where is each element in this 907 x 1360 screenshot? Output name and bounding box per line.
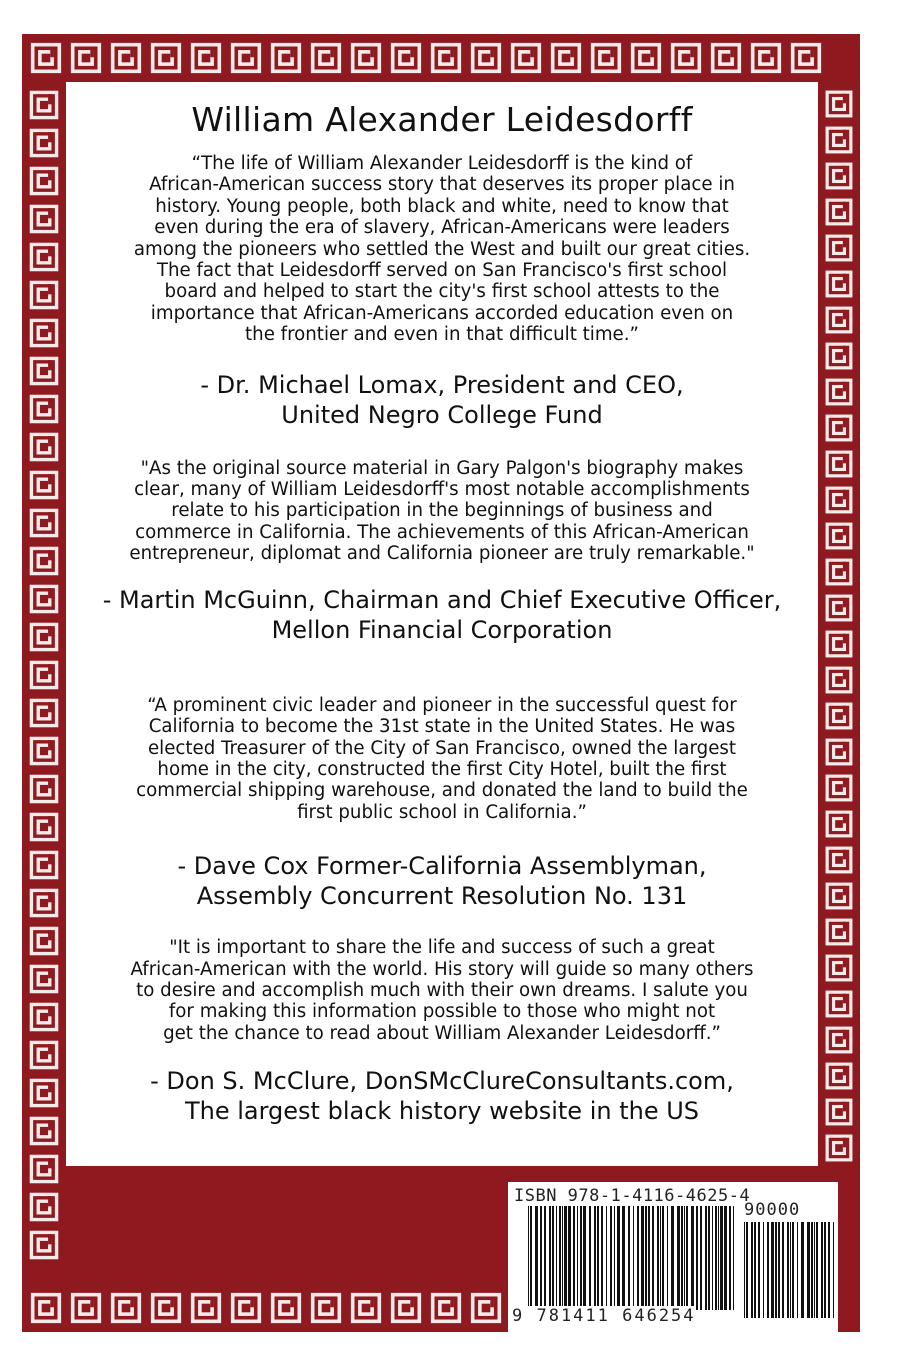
barcode-bar	[552, 1206, 554, 1310]
quote-cox	[122, 695, 762, 823]
barcode-bar	[696, 1206, 698, 1310]
greek-key-tile	[351, 43, 381, 73]
greek-key-tile	[30, 813, 59, 842]
quote-line: commercial shipping warehouse, and donated the land to build the	[136, 780, 748, 802]
greek-key-tile	[191, 1293, 221, 1323]
greek-key-tile	[826, 1135, 853, 1162]
barcode-bar	[594, 1206, 596, 1310]
greek-key-tile	[826, 127, 853, 154]
greek-key-tile	[271, 1293, 301, 1323]
barcode-bar	[733, 1206, 734, 1310]
quote-line: among the pioneers who settled the West and built our great cities.	[133, 238, 751, 260]
barcode-bar	[715, 1206, 717, 1310]
book-title: William Alexander Leidesdorff	[191, 100, 693, 139]
greek-key-tile	[431, 43, 461, 73]
greek-key-tile	[826, 91, 853, 118]
greek-key-tile	[431, 1293, 461, 1323]
greek-key-tile	[826, 1027, 853, 1054]
greek-key-tile	[826, 883, 853, 910]
greek-key-tile	[826, 343, 853, 370]
barcode-bar	[657, 1206, 659, 1310]
greek-key-tile	[71, 1293, 101, 1323]
attribution-line: Mellon Financial Corporation	[271, 615, 613, 644]
greek-key-tile	[191, 43, 221, 73]
quote-line: board and helped to start the city's first school attests to the	[164, 281, 720, 303]
greek-key-tile	[826, 1099, 853, 1126]
barcode-bar	[617, 1206, 620, 1310]
greek-key-tile	[30, 1117, 59, 1146]
attribution-lomax	[66, 370, 818, 430]
barcode-bar	[645, 1206, 647, 1310]
greek-key-tile	[231, 43, 261, 73]
greek-key-tile	[826, 235, 853, 262]
greek-key-tile	[826, 199, 853, 226]
greek-key-tile	[826, 775, 853, 802]
quote-line: to desire and accomplish much with their own dreams. I salute you	[136, 979, 748, 1001]
barcode-bar	[614, 1206, 615, 1310]
barcode-bar	[720, 1206, 723, 1310]
barcode-bar	[691, 1206, 694, 1310]
barcode-bar	[724, 1206, 727, 1310]
barcode-bar	[821, 1222, 823, 1318]
quote-line: first public school in California.”	[297, 801, 587, 823]
greek-key-tile	[71, 43, 101, 73]
quote-line: elected Treasurer of the City of San Francisco, owned the largest	[147, 737, 736, 759]
barcode-bar	[660, 1206, 661, 1310]
ean-barcode-bars	[528, 1206, 738, 1310]
greek-key-tile	[30, 1231, 59, 1260]
greek-key-tile	[826, 487, 853, 514]
ean-digits: 9 781411 646254	[512, 1306, 696, 1326]
barcode-bar	[807, 1222, 810, 1318]
greek-key-tile	[30, 547, 59, 576]
greek-key-tile	[351, 1293, 381, 1323]
attribution-line: - Dave Cox Former-California Assemblyman,	[177, 852, 707, 881]
greek-key-tile	[30, 167, 59, 196]
barcode-bar	[712, 1206, 713, 1310]
greek-key-tile	[826, 451, 853, 478]
greek-key-tile	[30, 1079, 59, 1108]
greek-key-tile	[231, 1293, 261, 1323]
greek-key-tile	[671, 43, 701, 73]
greek-key-tile	[30, 319, 59, 348]
barcode-bar	[751, 1222, 753, 1318]
greek-key-border-top	[22, 34, 860, 82]
barcode-bar	[540, 1206, 542, 1310]
barcode-bar	[705, 1206, 707, 1310]
barcode-bar	[662, 1206, 664, 1310]
barcode-bar	[828, 1222, 830, 1318]
greek-key-tile	[30, 889, 59, 918]
barcode-bar	[775, 1222, 777, 1318]
greek-key-tile	[30, 395, 59, 424]
barcode-bar	[744, 1222, 745, 1318]
barcode-bar	[681, 1206, 683, 1310]
quote-line: relate to his participation in the beginnings of business and	[171, 500, 713, 522]
barcode-bar	[667, 1206, 668, 1310]
barcode-bar	[530, 1206, 532, 1310]
quote-line: clear, many of William Leidesdorff's most notable accomplishments	[134, 479, 750, 501]
greek-key-tile	[591, 43, 621, 73]
barcode-bar	[580, 1206, 582, 1310]
greek-key-tile	[30, 1155, 59, 1184]
barcode-bar	[622, 1206, 625, 1310]
attribution-mcclure	[66, 1066, 818, 1126]
greek-key-tile	[30, 357, 59, 386]
greek-key-tile	[826, 739, 853, 766]
greek-key-tile	[30, 433, 59, 462]
back-cover-content	[66, 82, 818, 1126]
barcode-bar	[758, 1222, 760, 1318]
greek-key-tile	[826, 415, 853, 442]
greek-key-tile	[30, 91, 59, 120]
barcode-bar	[637, 1206, 639, 1310]
greek-key-tile	[30, 1193, 59, 1222]
barcode-bar	[684, 1206, 685, 1310]
attribution-line: - Don S. McClure, DonSMcClureConsultants.com,	[150, 1067, 734, 1096]
quote-line: home in the city, constructed the first City Hotel, built the first	[157, 758, 727, 780]
quote-line: the frontier and even in that difficult time.”	[245, 324, 639, 346]
barcode-bar	[677, 1206, 680, 1310]
greek-key-tile	[826, 811, 853, 838]
barcode-bar	[535, 1206, 538, 1310]
greek-key-tile	[826, 1063, 853, 1090]
greek-key-tile	[30, 243, 59, 272]
quote-line: African-American with the world. His story will guide so many others	[130, 958, 754, 980]
barcode-bar	[597, 1206, 599, 1310]
attribution-line: - Martin McGuinn, Chairman and Chief Executive Officer,	[102, 585, 782, 614]
greek-key-tile	[111, 43, 141, 73]
barcode-bar	[816, 1222, 818, 1318]
barcode-bar	[792, 1222, 794, 1318]
quote-lomax	[122, 153, 762, 346]
greek-key-tile	[551, 43, 581, 73]
greek-key-tile	[826, 631, 853, 658]
greek-key-tile	[30, 1041, 59, 1070]
price-code: 90000	[744, 1200, 801, 1220]
barcode-bar	[564, 1206, 567, 1310]
barcode-bar	[718, 1206, 719, 1310]
greek-key-tile	[826, 667, 853, 694]
greek-key-tile	[391, 1293, 421, 1323]
greek-key-tile	[471, 1293, 501, 1323]
barcode-bar	[771, 1222, 774, 1318]
barcode-bar	[601, 1206, 603, 1310]
greek-key-border-right	[818, 82, 860, 1182]
quote-line: entrepreneur, diplomat and California pioneer are truly remarkable."	[129, 543, 755, 565]
barcode-bar	[729, 1206, 731, 1310]
barcode-bar	[778, 1222, 780, 1318]
barcode-bar	[628, 1206, 630, 1310]
quote-line: “A prominent civic leader and pioneer in the successful quest for	[147, 694, 737, 716]
quote-line: for making this information possible to those who might not	[168, 1001, 716, 1023]
greek-key-tile	[31, 43, 61, 73]
barcode-bar	[549, 1206, 551, 1310]
barcode-bar	[562, 1206, 563, 1310]
barcode-bar	[790, 1222, 791, 1318]
greek-key-tile	[30, 585, 59, 614]
barcode-bar	[652, 1206, 654, 1310]
greek-key-tile	[826, 955, 853, 982]
quote-mcguinn	[122, 458, 762, 565]
attribution-cox	[66, 851, 818, 911]
greek-key-tile	[271, 43, 301, 73]
barcode-bar	[641, 1206, 644, 1310]
quote-line: get the chance to read about William Alexander Leidesdorff.”	[163, 1022, 721, 1044]
greek-key-tile	[826, 307, 853, 334]
greek-key-tile	[826, 163, 853, 190]
barcode-bar	[797, 1222, 798, 1318]
greek-key-tile	[30, 775, 59, 804]
barcode-bar	[528, 1206, 529, 1310]
barcode-bar	[824, 1222, 826, 1318]
barcode-bar	[544, 1206, 546, 1310]
greek-key-border-left	[22, 82, 66, 1284]
greek-key-tile	[826, 847, 853, 874]
quote-line: The fact that Leidesdorff served on San Francisco's first school	[156, 260, 728, 282]
greek-key-tile	[826, 595, 853, 622]
barcode-bar	[633, 1206, 634, 1310]
barcode-bar	[787, 1222, 789, 1318]
greek-key-tile	[826, 559, 853, 586]
greek-key-tile	[30, 509, 59, 538]
greek-key-tile	[30, 699, 59, 728]
greek-key-tile	[30, 851, 59, 880]
greek-key-tile	[826, 703, 853, 730]
barcode-bar	[577, 1206, 578, 1310]
greek-key-tile	[30, 471, 59, 500]
barcode-bar	[782, 1222, 784, 1318]
barcode-bar	[814, 1222, 815, 1318]
greek-key-tile	[826, 919, 853, 946]
barcode-bar	[648, 1206, 650, 1310]
barcode-bar	[708, 1206, 710, 1310]
quote-line: California to become the 31st state in the United States. He was	[148, 716, 736, 738]
greek-key-tile	[111, 1293, 141, 1323]
barcode-bar	[589, 1206, 591, 1310]
greek-key-tile	[311, 1293, 341, 1323]
addon-barcode-bars	[744, 1222, 836, 1318]
attribution-line: Assembly Concurrent Resolution No. 131	[196, 882, 688, 911]
barcode-bar	[767, 1222, 769, 1318]
quote-line: "It is important to share the life and success of such a great	[169, 937, 715, 959]
barcode-bar	[568, 1206, 571, 1310]
greek-key-tile	[511, 43, 541, 73]
greek-key-tile	[791, 43, 821, 73]
greek-key-tile	[30, 965, 59, 994]
quote-line: commerce in California. The achievements of this African-American	[135, 521, 749, 543]
quote-line: history. Young people, both black and white, need to know that	[155, 195, 729, 217]
greek-key-tile	[30, 281, 59, 310]
quote-line: importance that African-Americans accorded education even on	[150, 302, 734, 324]
barcode-bar	[573, 1206, 575, 1310]
barcode-bar	[763, 1222, 764, 1318]
barcode-bar	[671, 1206, 674, 1310]
barcode-bar	[833, 1222, 834, 1318]
greek-key-tile	[30, 661, 59, 690]
barcode-bar	[556, 1206, 557, 1310]
greek-key-tile	[631, 43, 661, 73]
barcode-bar	[700, 1206, 702, 1310]
greek-key-tile	[30, 927, 59, 956]
barcode-bar	[686, 1206, 688, 1310]
greek-key-tile	[471, 43, 501, 73]
quote-line: African-American success story that deserves its proper place in	[149, 174, 735, 196]
greek-key-tile	[151, 43, 181, 73]
barcode-bar	[583, 1206, 586, 1310]
isbn-barcode	[508, 1182, 838, 1332]
barcode-bar	[610, 1206, 612, 1310]
greek-key-tile	[30, 737, 59, 766]
greek-key-tile	[826, 271, 853, 298]
greek-key-tile	[826, 991, 853, 1018]
barcode-bar	[606, 1206, 607, 1310]
barcode-bar	[801, 1222, 804, 1318]
greek-key-tile	[30, 205, 59, 234]
greek-key-tile	[826, 523, 853, 550]
greek-key-tile	[751, 43, 781, 73]
greek-key-tile	[30, 129, 59, 158]
attribution-mcguinn	[82, 585, 802, 645]
isbn-label: ISBN 978-1-4116-4625-4	[514, 1186, 751, 1206]
greek-key-tile	[826, 379, 853, 406]
quote-mcclure	[122, 937, 762, 1044]
barcode-bar	[811, 1222, 813, 1318]
greek-key-tile	[391, 43, 421, 73]
quote-line: “The life of William Alexander Leidesdorff is the kind of	[191, 153, 693, 174]
greek-key-tile	[311, 43, 341, 73]
greek-key-tile	[30, 623, 59, 652]
attribution-line: - Dr. Michael Lomax, President and CEO,	[200, 370, 684, 399]
greek-key-tile	[30, 1003, 59, 1032]
barcode-bar	[746, 1222, 748, 1318]
barcode-bar	[754, 1222, 756, 1318]
greek-key-tile	[151, 1293, 181, 1323]
greek-key-tile	[31, 1293, 61, 1323]
quote-line: even during the era of slavery, African-Americans were leaders	[154, 217, 730, 239]
greek-key-tile	[711, 43, 741, 73]
attribution-line: The largest black history website in the US	[184, 1097, 700, 1126]
quote-line: "As the original source material in Gary Palgon's biography makes	[140, 457, 744, 479]
attribution-line: United Negro College Fund	[281, 400, 603, 429]
barcode-bar	[559, 1206, 561, 1310]
